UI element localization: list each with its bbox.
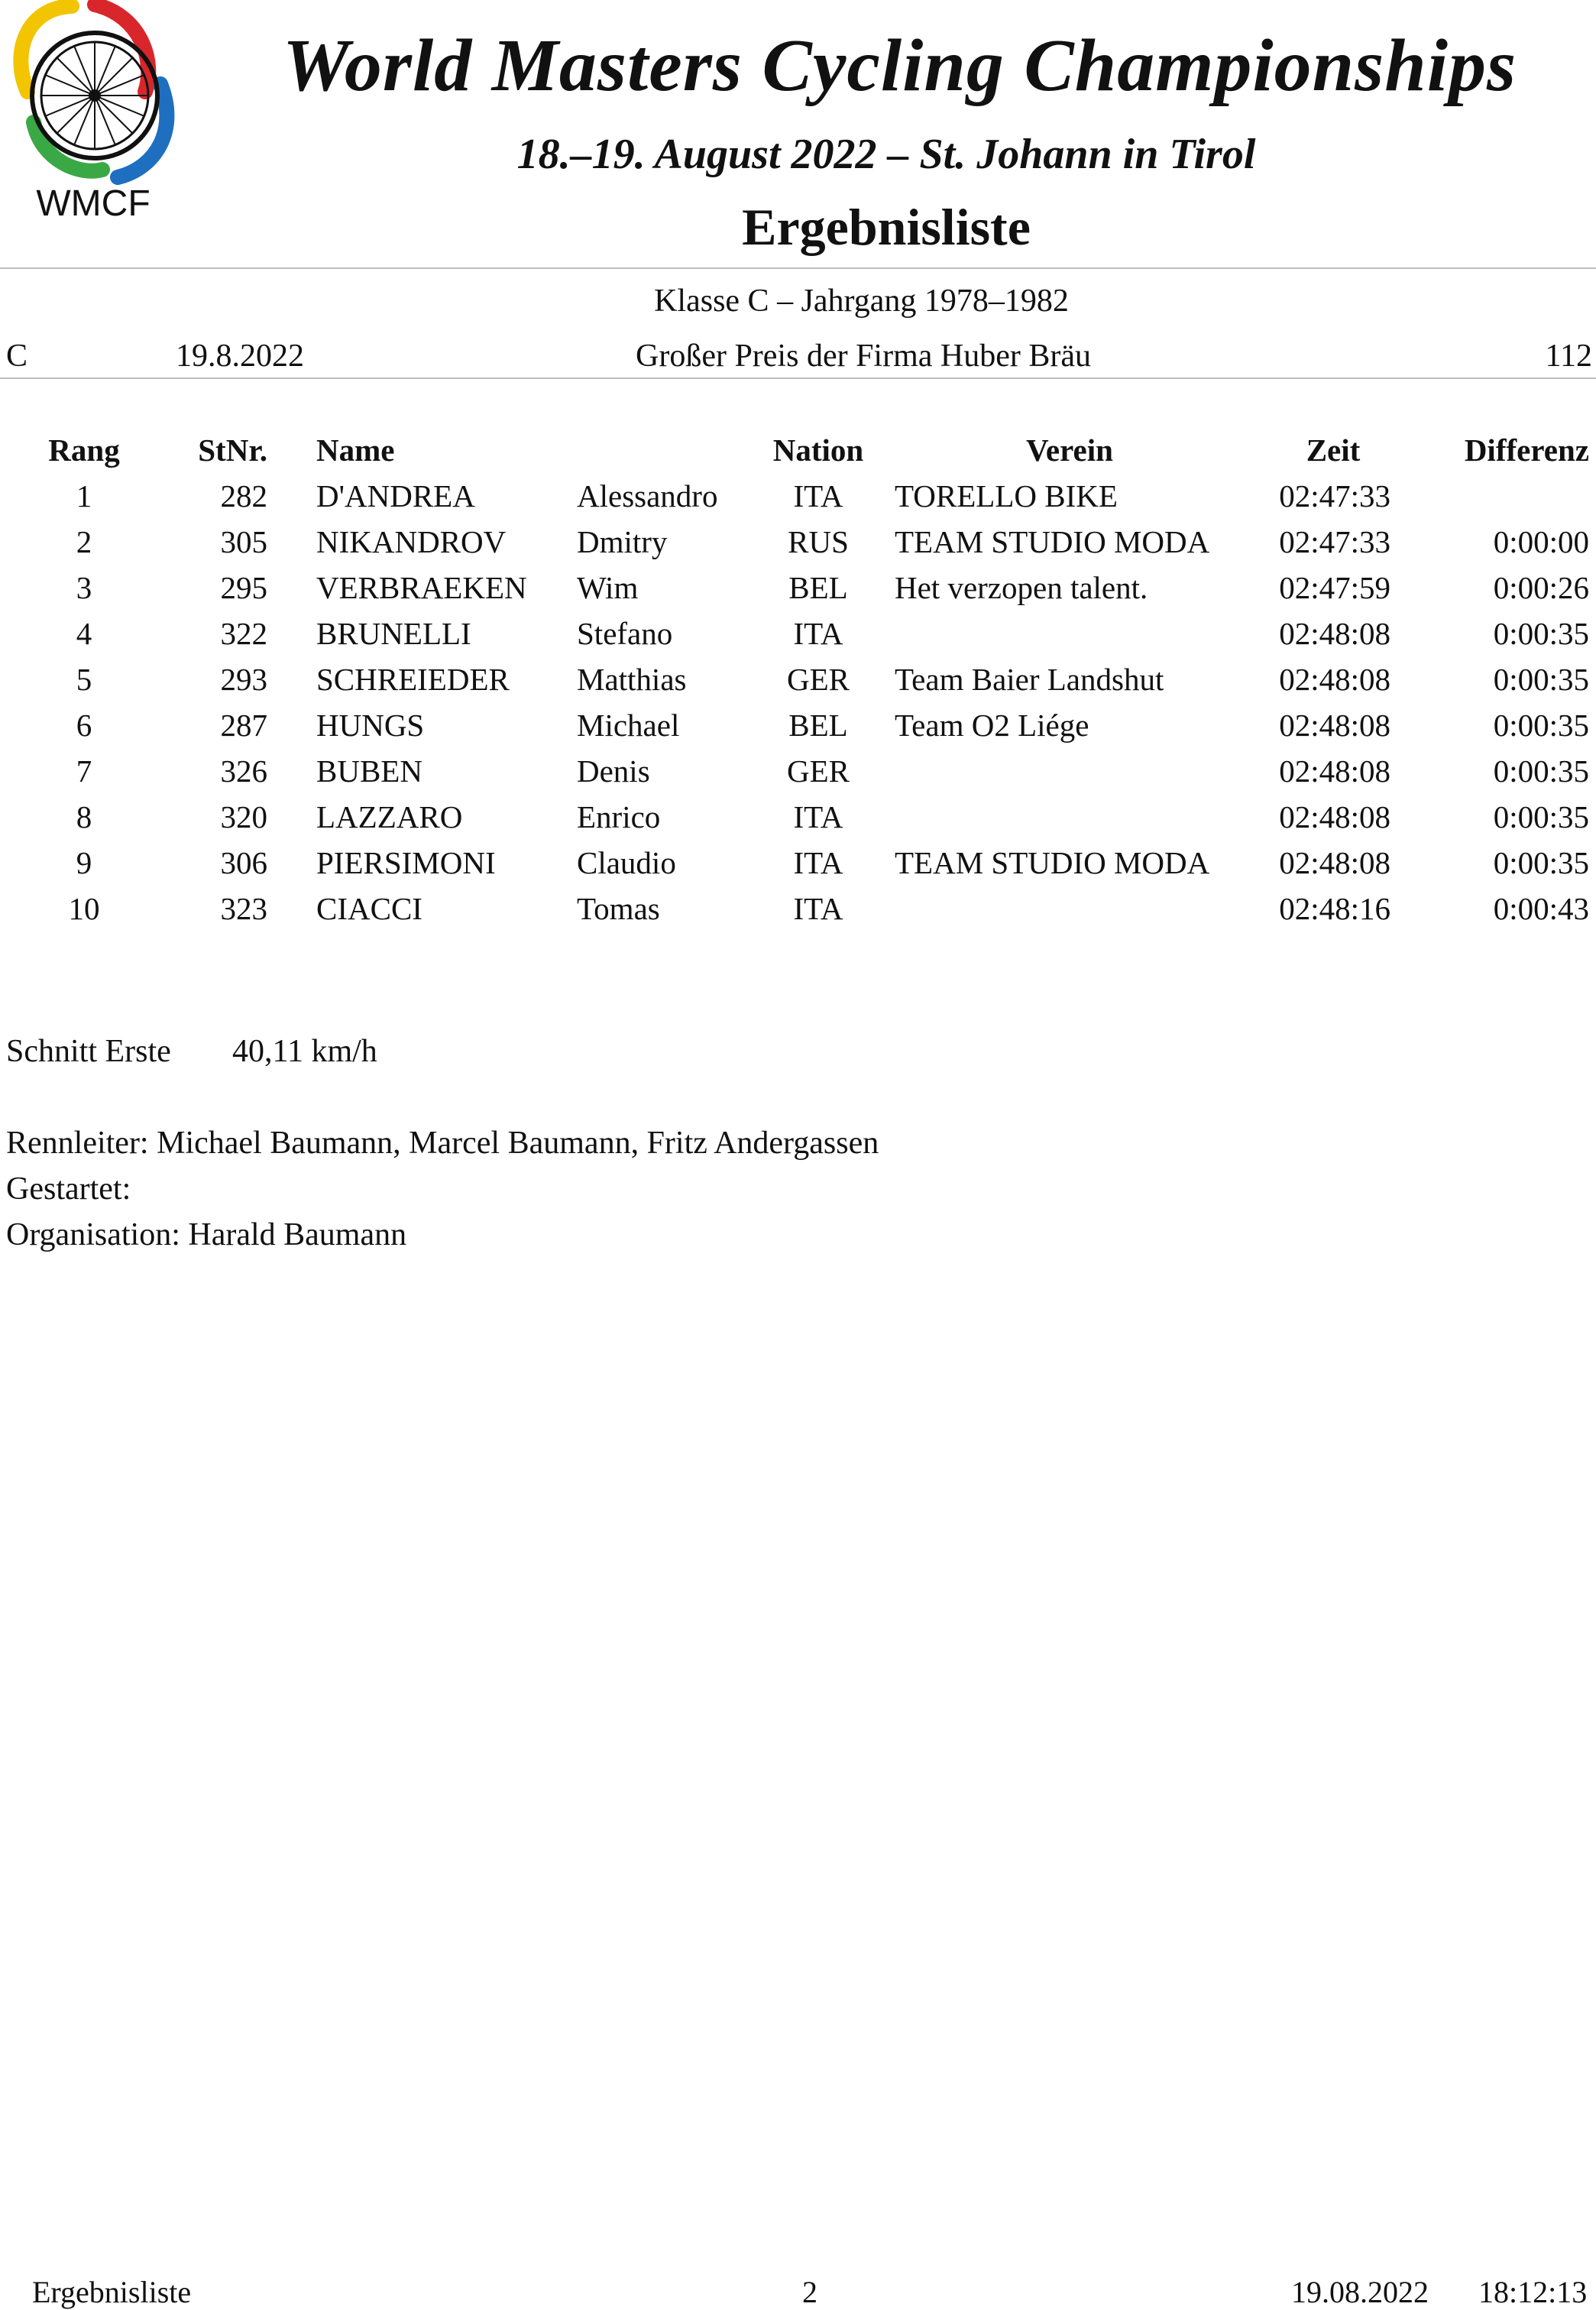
table-row [0, 615, 1596, 661]
cell-last-name: LAZZARO [316, 799, 463, 834]
header-club: Verein [1026, 433, 1113, 468]
race-name: Großer Preis der Firma Huber Bräu [636, 339, 1091, 374]
cell-nation: GER [787, 753, 850, 789]
header-stnr: StNr. [198, 433, 267, 468]
race-divider [0, 377, 1596, 379]
cell-stnr: 322 [220, 616, 267, 651]
cell-diff: 0:00:35 [1493, 708, 1589, 743]
cell-rank: 10 [68, 891, 100, 926]
footer-date: 19.08.2022 [1291, 2275, 1429, 2309]
cell-time: 02:48:08 [1279, 708, 1390, 743]
cell-diff: 0:00:35 [1493, 753, 1589, 789]
race-number: 112 [1545, 339, 1592, 374]
event-title: World Masters Cycling Championships [283, 24, 1517, 107]
event-subtitle: 18.–19. August 2022 – St. Johann in Tirol [516, 131, 1256, 178]
cell-diff: 0:00:26 [1493, 570, 1589, 605]
cell-rank: 9 [76, 845, 92, 880]
header-divider [0, 267, 1596, 269]
cell-stnr: 326 [220, 753, 267, 789]
cell-time: 02:47:59 [1279, 570, 1390, 605]
cell-rank: 8 [76, 799, 92, 834]
cell-diff: 0:00:00 [1493, 524, 1589, 559]
cell-nation: ITA [793, 616, 843, 651]
cell-time: 02:48:08 [1279, 662, 1390, 697]
average-speed-label: Schnitt Erste [6, 1034, 171, 1069]
cell-time: 02:48:16 [1279, 891, 1390, 926]
organisation: Organisation: Harald Baumann [6, 1217, 407, 1252]
cell-first-name: Alessandro [577, 478, 718, 514]
cell-first-name: Claudio [577, 845, 676, 880]
cell-nation: RUS [788, 524, 849, 559]
footer-time: 18:12:13 [1478, 2275, 1588, 2309]
cell-first-name: Enrico [577, 799, 661, 834]
wmcf-logo [11, 0, 180, 222]
cell-club: TEAM STUDIO MODA [895, 524, 1210, 559]
cell-diff: 0:00:35 [1493, 845, 1589, 880]
header-diff: Differenz [1464, 433, 1589, 468]
cell-club: Team Baier Landshut [895, 662, 1164, 697]
cell-rank: 7 [76, 753, 92, 789]
cell-club: Het verzopen talent. [895, 570, 1148, 605]
cell-rank: 5 [76, 662, 92, 697]
cell-stnr: 295 [220, 570, 267, 605]
cell-time: 02:48:08 [1279, 616, 1390, 651]
cell-last-name: HUNGS [316, 708, 425, 743]
cell-last-name: CIACCI [316, 891, 422, 926]
cell-rank: 4 [76, 616, 92, 651]
cell-time: 02:48:08 [1279, 845, 1390, 880]
logo-wheel-icon [21, 5, 167, 177]
footer-page-number: 2 [802, 2275, 817, 2309]
cell-first-name: Michael [577, 708, 680, 743]
cell-time: 02:48:08 [1279, 753, 1390, 789]
class-line: Klasse C – Jahrgang 1978–1982 [654, 283, 1069, 319]
cell-club: TORELLO BIKE [895, 478, 1118, 514]
cell-club: Team O2 Liége [895, 708, 1089, 743]
header-rank: Rang [48, 433, 120, 468]
table-row [0, 707, 1596, 753]
cell-rank: 2 [76, 524, 92, 559]
cell-stnr: 320 [220, 799, 267, 834]
race-officials: Rennleiter: Michael Baumann, Marcel Baumann, Fritz Andergassen [6, 1126, 879, 1161]
cell-nation: BEL [788, 570, 848, 605]
cell-rank: 1 [76, 478, 92, 514]
cell-last-name: D'ANDREA [316, 478, 475, 514]
average-speed-value: 40,11 km/h [232, 1034, 377, 1069]
cell-last-name: BRUNELLI [316, 616, 471, 651]
table-row [0, 753, 1596, 799]
cell-stnr: 293 [220, 662, 267, 697]
cell-first-name: Wim [577, 570, 639, 605]
table-row [0, 799, 1596, 844]
race-category: C [6, 339, 28, 374]
cell-nation: ITA [793, 478, 843, 514]
cell-time: 02:48:08 [1279, 799, 1390, 834]
cell-nation: ITA [793, 891, 843, 926]
cell-diff: 0:00:35 [1493, 616, 1589, 651]
race-date: 19.8.2022 [176, 339, 304, 374]
cell-nation: GER [787, 662, 850, 697]
cell-diff: 0:00:43 [1493, 891, 1589, 926]
table-row [0, 844, 1596, 890]
header-nation: Nation [772, 433, 864, 468]
cell-first-name: Matthias [577, 662, 687, 697]
table-row [0, 569, 1596, 615]
cell-stnr: 287 [220, 708, 267, 743]
cell-stnr: 323 [220, 891, 267, 926]
cell-first-name: Dmitry [577, 524, 668, 559]
cell-rank: 3 [76, 570, 92, 605]
started-count: Gestartet: [6, 1171, 131, 1207]
table-row [0, 890, 1596, 936]
cell-stnr: 282 [220, 478, 267, 514]
table-row [0, 478, 1596, 523]
cell-diff: 0:00:35 [1493, 799, 1589, 834]
cell-last-name: PIERSIMONI [316, 845, 496, 880]
cell-first-name: Stefano [577, 616, 673, 651]
cell-last-name: NIKANDROV [316, 524, 507, 559]
cell-last-name: VERBRAEKEN [316, 570, 527, 605]
header-time: Zeit [1306, 433, 1361, 468]
logo-text: WMCF [36, 183, 151, 222]
cell-nation: BEL [788, 708, 848, 743]
cell-diff: 0:00:35 [1493, 662, 1589, 697]
cell-stnr: 305 [220, 524, 267, 559]
cell-last-name: SCHREIEDER [316, 662, 510, 697]
cell-first-name: Denis [577, 753, 650, 789]
footer-document-name: Ergebnisliste [32, 2275, 192, 2309]
cell-rank: 6 [76, 708, 92, 743]
cell-last-name: BUBEN [316, 753, 422, 789]
header-name: Name [316, 433, 395, 468]
cell-stnr: 306 [220, 845, 267, 880]
cell-nation: ITA [793, 845, 843, 880]
table-row [0, 523, 1596, 569]
cell-time: 02:47:33 [1279, 524, 1390, 559]
document-title: Ergebnisliste [742, 198, 1031, 256]
cell-first-name: Tomas [577, 891, 660, 926]
cell-time: 02:47:33 [1279, 478, 1390, 514]
cell-club: TEAM STUDIO MODA [895, 845, 1210, 880]
cell-nation: ITA [793, 799, 843, 834]
table-row [0, 661, 1596, 707]
